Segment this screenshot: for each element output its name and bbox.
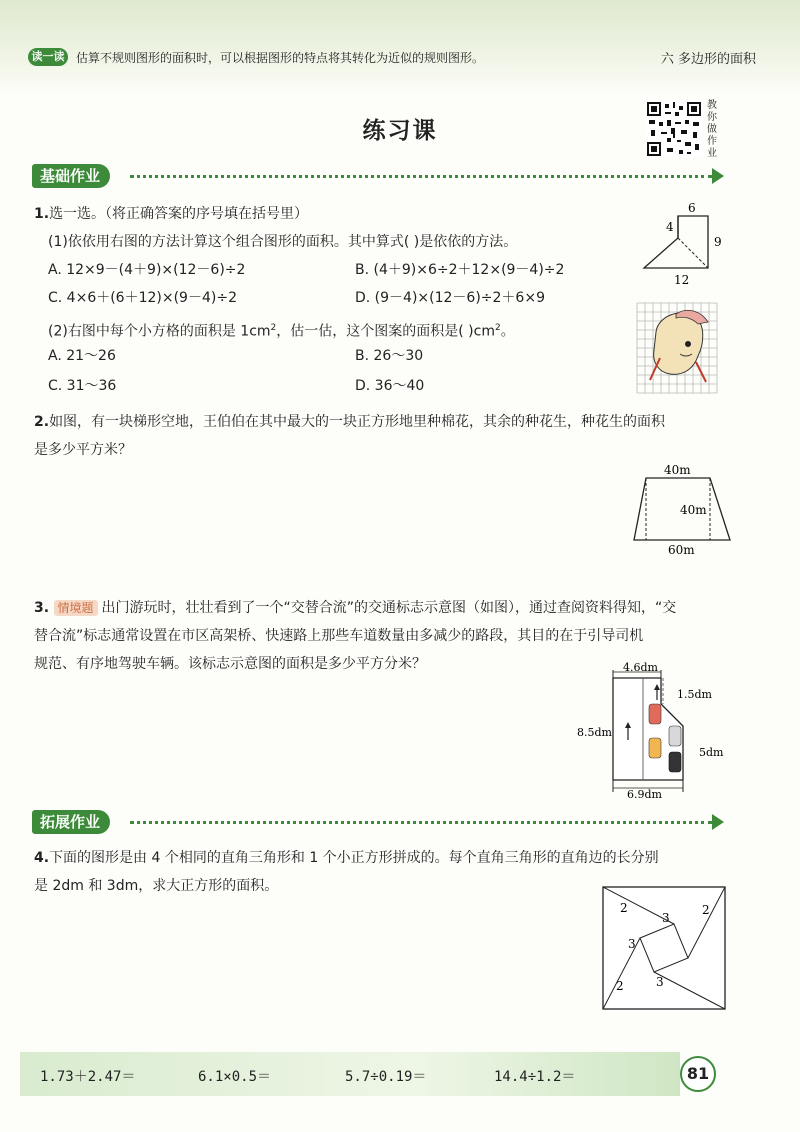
read-badge: 读一读 — [28, 48, 68, 66]
q1-part1: (1)依依用右图的方法计算这个组合图形的面积。其中算式( )是依依的方法。 — [48, 234, 518, 250]
sign-left-label: 8.5dm — [577, 726, 612, 739]
trapezoid-figure — [618, 458, 738, 558]
q3-scenario-tag: 情境题 — [54, 600, 98, 616]
calc-4: 14.4÷1.2＝ — [494, 1069, 576, 1085]
qr-caption: 教你做作业 — [707, 100, 717, 159]
fig1-right-label: 9 — [714, 235, 722, 249]
q1-p1-option-a[interactable]: A. 12×9－(4＋9)×(12－6)÷2 — [48, 262, 246, 278]
sign-right-label: 5dm — [699, 746, 724, 759]
q4-text-1: 下面的图形是由 4 个相同的直角三角形和 1 个小正方形拼成的。每个直角三角形的直角边的长分别 — [49, 850, 659, 866]
q1-part2 — [48, 318, 515, 342]
pinwheel-label-3: 2 — [702, 903, 710, 917]
trapezoid-height-label: 40m — [680, 503, 707, 517]
pinwheel-label-2: 3 — [662, 911, 670, 925]
arrow-icon — [712, 814, 724, 830]
q4-number: 4. — [34, 850, 50, 866]
qr-code[interactable] — [645, 100, 703, 158]
grid-pattern-figure — [636, 302, 718, 394]
q4-line1 — [34, 848, 659, 868]
calc-1: 1.73＋2.47＝ — [40, 1069, 136, 1085]
sign-right-top-label: 1.5dm — [677, 688, 712, 701]
section-basic-header — [32, 164, 732, 190]
pinwheel-label-4: 3 — [628, 937, 636, 951]
q1-p2-text-a: (2)右图中每个小方格的面积是 1cm — [48, 323, 271, 340]
calc-2: 6.1×0.5＝ — [198, 1069, 272, 1085]
q1-p2-option-c[interactable]: C. 31～36 — [48, 378, 117, 394]
q1-number: 1. — [34, 206, 50, 222]
q3-number: 3. — [34, 600, 50, 616]
q3-line2: 替合流”标志通常设置在市区高架桥、快速路上那些车道数量由多减少的路段，其目的在于引导司机 — [34, 628, 644, 644]
trapezoid-bottom-label: 60m — [668, 543, 695, 557]
chapter-title: 六 多边形的面积 — [660, 52, 756, 67]
arrow-icon — [712, 168, 724, 184]
q2-number: 2. — [34, 414, 50, 430]
q1-p2-option-a[interactable]: A. 21～26 — [48, 348, 116, 364]
q1-p2-sup-b: 2 — [494, 323, 501, 333]
pinwheel-label-6: 3 — [656, 975, 664, 989]
q1-p2-option-d[interactable]: D. 36～40 — [355, 378, 425, 394]
pinwheel-square-figure — [600, 884, 730, 1014]
q1-p1-option-b[interactable]: B. (4＋9)×6÷2＋12×(9－4)÷2 — [355, 262, 565, 278]
section-basic-label: 基础作业 — [32, 164, 110, 188]
q1-p2-text-c: 。 — [500, 323, 515, 340]
q2-line2: 是多少平方米？ — [34, 442, 132, 458]
q4-line2: 是 2dm 和 3dm，求大正方形的面积。 — [34, 878, 279, 894]
calc-3: 5.7÷0.19＝ — [345, 1069, 427, 1085]
fig1-left-label: 4 — [666, 220, 674, 234]
composite-shape-figure — [636, 198, 736, 288]
merge-sign-figure — [575, 660, 735, 800]
header — [28, 48, 768, 70]
fig1-bottom-label: 12 — [674, 273, 690, 287]
q1-p2-option-b[interactable]: B. 26～30 — [355, 348, 424, 364]
fig1-top-label: 6 — [688, 201, 696, 215]
q1-p2-sup-a: 2 — [270, 323, 277, 333]
q3-line3: 规范、有序地驾驶车辆。该标志示意图的面积是多少平方分米？ — [34, 656, 426, 672]
dotted-divider — [130, 175, 712, 178]
pinwheel-label-1: 2 — [620, 901, 628, 915]
page-title: 练习课 — [362, 118, 438, 144]
q1-stem — [34, 204, 308, 224]
q2-line1 — [34, 412, 665, 432]
read-tip: 估算不规则图形的面积时，可以根据图形的特点将其转化为近似的规则图形。 — [76, 51, 485, 65]
q1-p1-option-c[interactable]: C. 4×6＋(6＋12)×(9－4)÷2 — [48, 290, 237, 306]
pinwheel-label-5: 2 — [616, 979, 624, 993]
q3-line1 — [34, 598, 676, 618]
q1-p2-text-b: ，估一估，这个图案的面积是( )cm — [276, 323, 495, 340]
q2-text-1: 如图，有一块梯形空地，王伯伯在其中最大的一块正方形地里种棉花，其余的种花生，种花生的面积 — [49, 414, 666, 430]
section-extend-label: 拓展作业 — [32, 810, 110, 834]
trapezoid-top-label: 40m — [664, 463, 691, 477]
section-extend-header — [32, 810, 732, 836]
q1-stem-text: 选一选。（将正确答案的序号填在括号里） — [49, 206, 309, 222]
page-number-badge — [672, 1050, 718, 1096]
dotted-divider — [130, 821, 712, 824]
sign-bottom-label: 6.9dm — [627, 788, 662, 800]
q3-text-1: 出门游玩时，壮壮看到了一个“交替合流”的交通标志示意图（如图），通过查阅资料得知，“交 — [101, 600, 677, 616]
page-number: 81 — [680, 1056, 716, 1092]
sign-top-label: 4.6dm — [623, 661, 658, 674]
q1-p1-option-d[interactable]: D. (9－4)×(12－6)÷2＋6×9 — [355, 290, 545, 306]
